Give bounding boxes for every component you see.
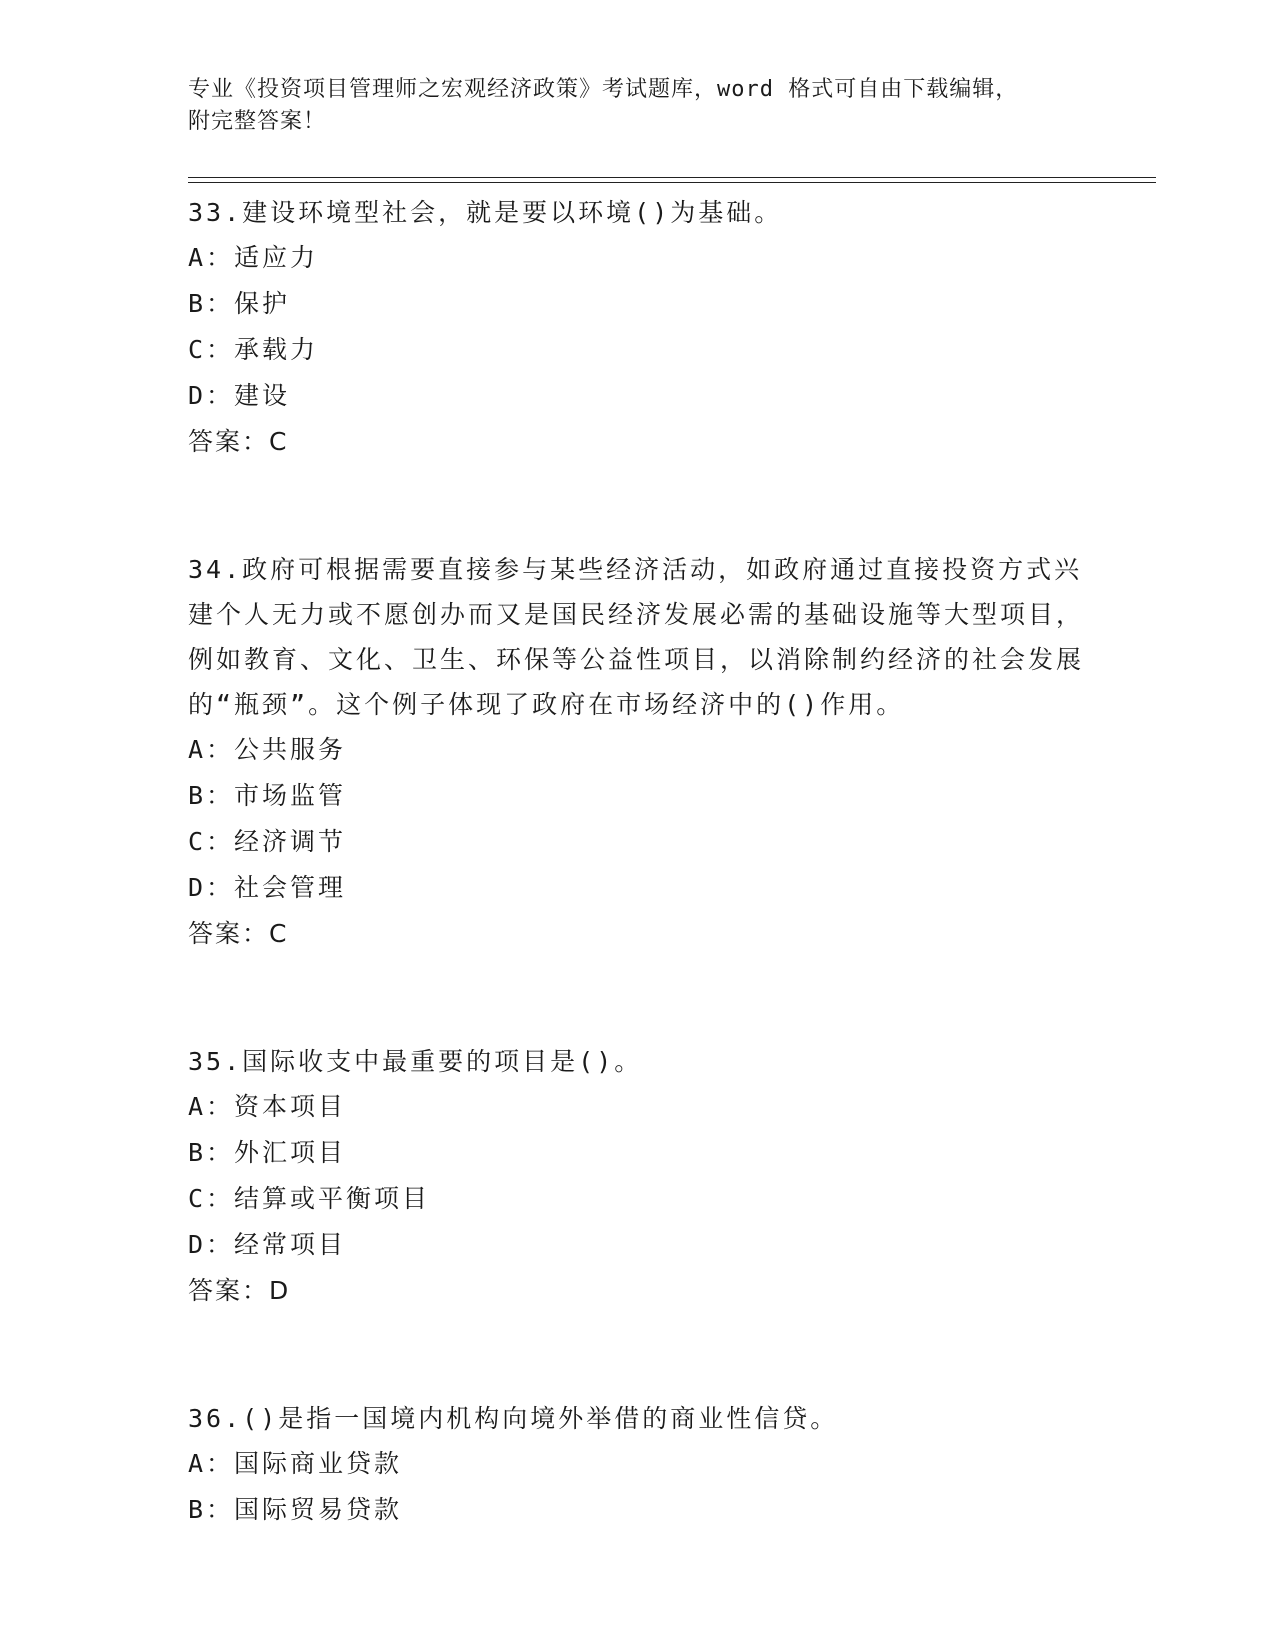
document-header [188, 74, 1088, 138]
option-d: D：建设 [188, 381, 291, 410]
question-33 [188, 190, 1088, 465]
header-intro-line-1: 专业《投资项目管理师之宏观经济政策》考试题库，word 格式可自由下载编辑， [188, 77, 1019, 102]
option-b: B：市场监管 [188, 781, 347, 810]
option-b: B：国际贸易贷款 [188, 1495, 403, 1524]
question-stem: 33.建设环境型社会，就是要以环境()为基础。 [188, 198, 783, 227]
option-a: A：资本项目 [188, 1092, 347, 1121]
header-divider-bottom [188, 182, 1156, 183]
header-divider-top [188, 177, 1156, 178]
option-c: C：结算或平衡项目 [188, 1184, 431, 1213]
option-b: B：外汇项目 [188, 1138, 347, 1167]
option-a: A：适应力 [188, 243, 319, 272]
answer-line: 答案：D [188, 1276, 291, 1305]
option-d: D：经常项目 [188, 1230, 347, 1259]
option-d: D：社会管理 [188, 873, 347, 902]
option-a: A：国际商业贷款 [188, 1449, 403, 1478]
option-b: B：保护 [188, 289, 291, 318]
question-list [188, 190, 1088, 1533]
question-stem: 34.政府可根据需要直接参与某些经济活动，如政府通过直接投资方式兴建个人无力或不愿创办而又是国民经济发展必需的基础设施等大型项目，例如教育、文化、卫生、环保等公益性项目，以消除制约经济的社会发展的“瓶颈”。这个例子体现了政府在市场经济中的()作用。 [188, 555, 1085, 719]
option-c: C：经济调节 [188, 827, 347, 856]
answer-line: 答案：C [188, 919, 289, 948]
option-c: C：承载力 [188, 335, 319, 364]
answer-line: 答案：C [188, 427, 289, 456]
question-stem: 36.()是指一国境内机构向境外举借的商业性信贷。 [188, 1404, 839, 1433]
question-36 [188, 1396, 1088, 1533]
option-a: A：公共服务 [188, 735, 347, 764]
question-stem: 35.国际收支中最重要的项目是()。 [188, 1047, 643, 1076]
question-35 [188, 1039, 1088, 1314]
question-34 [188, 547, 1088, 957]
header-intro-line-2: 附完整答案！ [188, 109, 327, 134]
